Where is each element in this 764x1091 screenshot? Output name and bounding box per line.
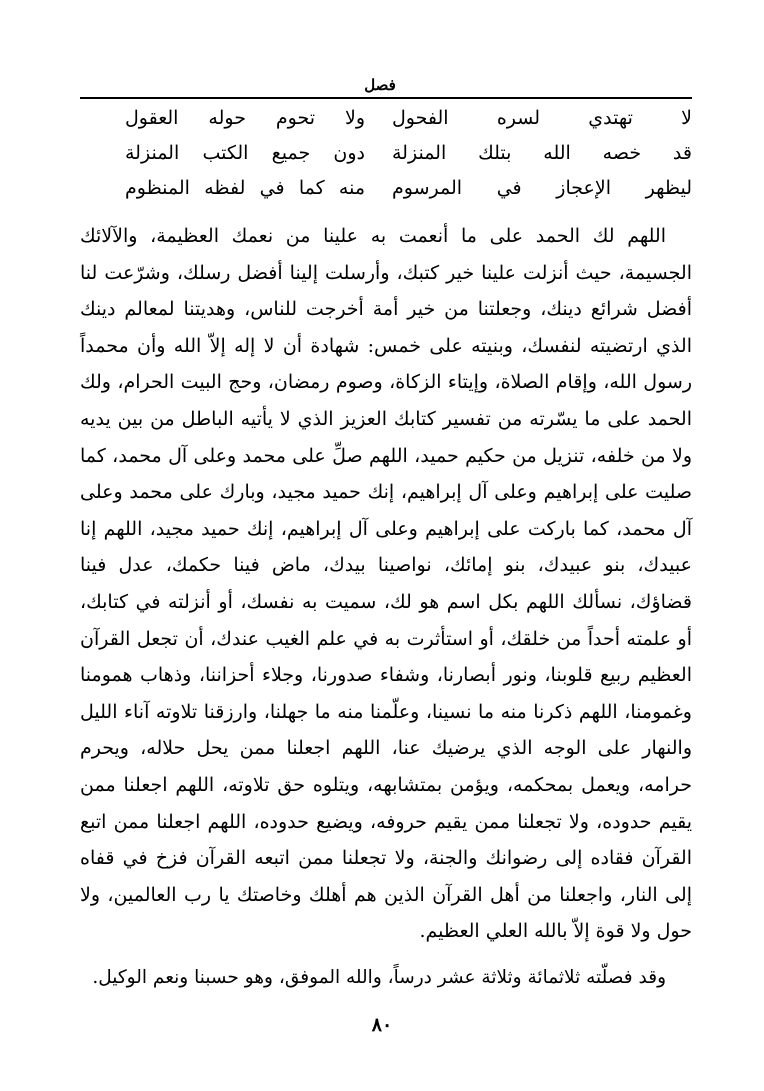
closing-paragraph bbox=[80, 961, 692, 995]
verse-second-hemistich: منه كما في لفظه المنظوم bbox=[125, 177, 365, 199]
verse-first-hemistich: قد خصه الله بتلك المنزلة bbox=[392, 142, 692, 164]
closing-text: وقد فصلّته ثلاثمائة وثلاثة عشر درساً، والله الموفق، وهو حسبنا ونعم الوكيل. bbox=[92, 967, 666, 988]
prayer-text: اللهم لك الحمد على ما أنعمت به علينا من نعمك العظيمة، والآلائك الجسيمة، حيث أنزلت علينا خير كتبك، وأرسلت إلينا أفضل رسلك، وشرّعت لنا أفضل شرائع دينك، وجعلتنا من خير أمة أخرجت للناس، وهديتنا لمعالم دينك الذي ارتضيته لنفسك، وبنيته على خمس: شهادة أن لا إله إلاّ الله وأن محمداً رسول الله، وإقام الصلاة، وإيتاء الزكاة، وصوم رمضان، وحج البيت الحرام، ولك الحمد على ما يسّرته من تفسير كتابك العزيز الذي لا يأتيه الباطل من بين يديه ولا من خلفه، تنزيل من حكيم حميد، اللهم صلِّ على محمد وعلى آل محمد، كما صليت على إبراهيم وعلى آل إبراهيم، إنك حميد مجيد، وبارك على محمد وعلى آل محمد، كما باركت على إبراهيم وعلى آل إبراهيم، إنك حميد مجيد، اللهم إنا عبيدك، بنو عبيدك، بنو إمائك، نواصينا بيدك، ماض فينا حكمك، عدل فينا قضاؤك، نسألك اللهم بكل اسم هو لك، سميت به نفسك، أو أنزلته في كتابك، أو علمته أحداً من خلقك، أو استأثرت به في علم الغيب عندك، أن تجعل القرآن العظيم ربيع قلوبنا، ونور أبصارنا، وشفاء صدورنا، وجلاء أحزاننا، وذهاب همومنا وغمومنا، اللهم ذكرنا منه ما نسينا، وعلّمنا منه ما جهلنا، وارزقنا تلاوته آناء الليل والنهار على الوجه الذي يرضيك عنا، اللهم اجعلنا ممن يحل حلاله، ويحرم حرامه، ويعمل بمحكمه، ويؤمن بمتشابهه، ويتلوه حق تلاوته، اللهم اجعلنا ممن يقيم حدوده، ولا تجعلنا ممن يقيم حروفه، ويضيع حدوده، اللهم اجعلنا ممن اتبع القرآن فقاده إلى رضوانك والجنة، ولا تجعلنا ممن اتبعه القرآن فزخ في قفاه إلى النار، واجعلنا من أهل القرآن الذين هم أهلك وخاصتك يا رب العالمين، ولا حول ولا قوة إلاّ بالله العلي العظيم. bbox=[80, 225, 692, 943]
prayer-paragraph bbox=[80, 218, 692, 950]
verse-line bbox=[80, 101, 692, 135]
verse-first-hemistich: لا تهتدي لسره الفحول bbox=[392, 107, 692, 129]
chapter-title: فصل bbox=[364, 76, 396, 94]
header-divider bbox=[80, 97, 692, 99]
verse-first-hemistich: ليظهر الإعجاز في المرسوم bbox=[392, 177, 692, 199]
page-number: ٨٠ bbox=[371, 1014, 393, 1036]
verse-second-hemistich: ولا تحوم حوله العقول bbox=[125, 107, 365, 129]
verse-second-hemistich: دون جميع الكتب المنزلة bbox=[125, 142, 365, 164]
verse-line bbox=[80, 171, 692, 205]
verse-line bbox=[80, 136, 692, 170]
